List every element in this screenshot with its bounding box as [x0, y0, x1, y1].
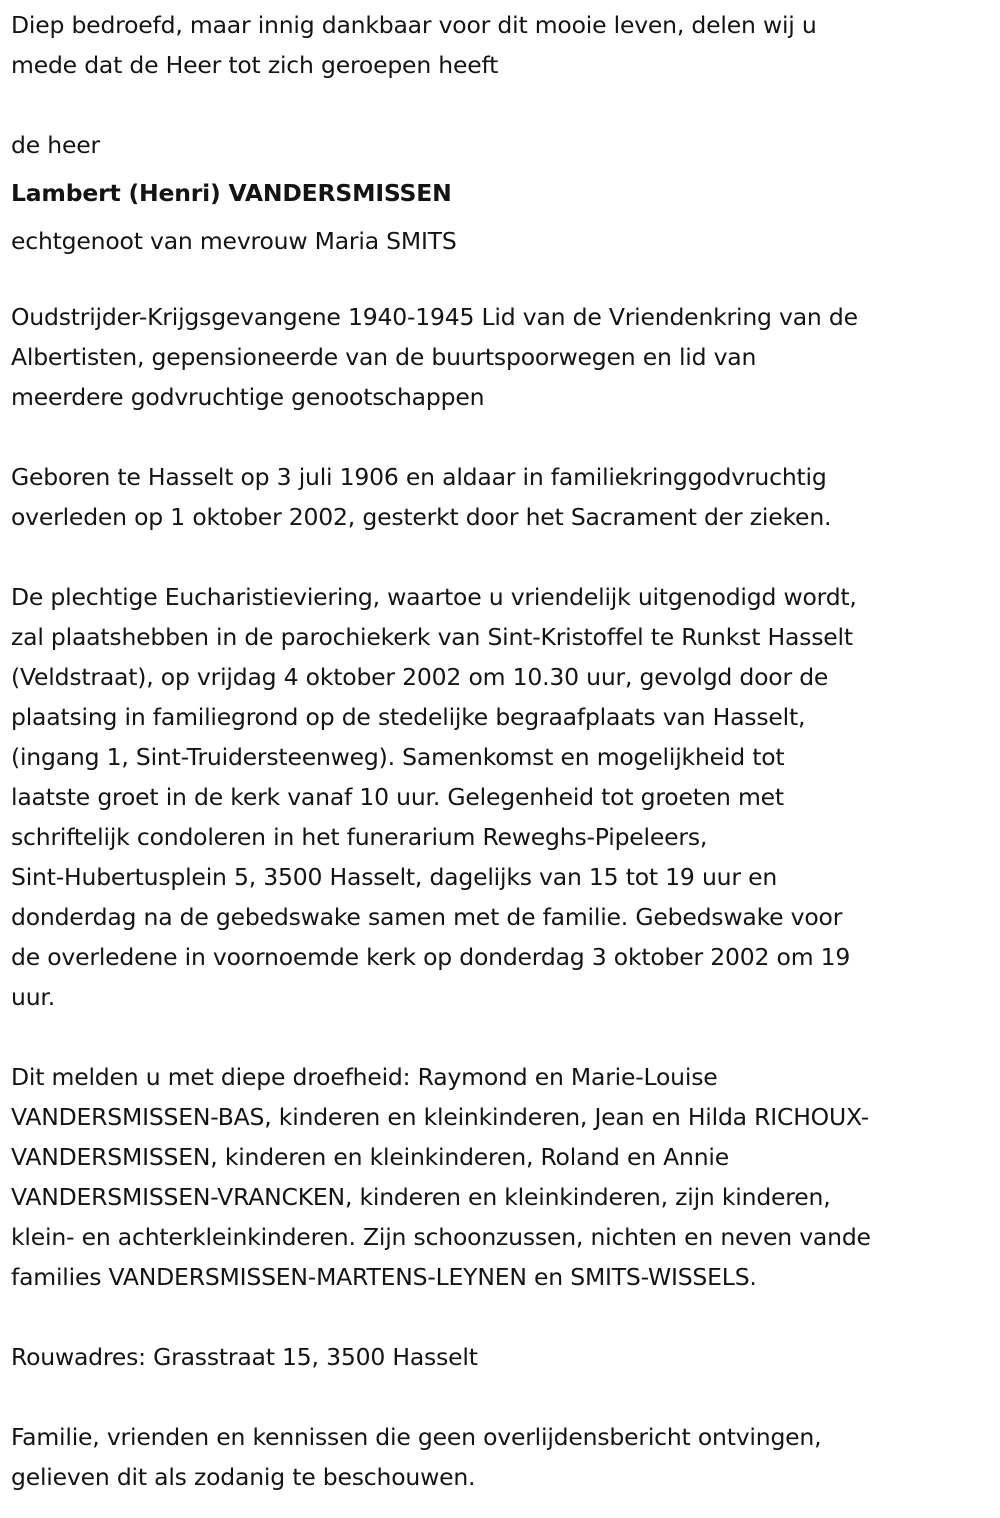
closing-paragraph: Familie, vrienden en kennissen die geen overlijdensbericht ontvingen, gelieven dit als zodanig te beschouwen.	[11, 1423, 822, 1491]
ceremony-paragraph: De plechtige Eucharistieviering, waartoe u vriendelijk uitgenodigd wordt, zal plaatshebben in de parochiekerk van Sint-Kristoffel te Runkst Hasselt (Veldstraat), op vrijdag 4 oktober 2002 om 10.30 uur, gevolgd door de plaatsing in familiegrond op de stedelijke begraafplaats van Hasselt, (ingang 1, Sint-Truidersteenweg). Samenkomst en mogelijkheid tot laatste groet in de kerk vanaf 10 uur. Gelegenheid tot groeten met schriftelijk condoleren in het funerarium Reweghs-Pipeleers, Sint-Hubertusplein 5, 3500 Hasselt, dagelijks van 15 tot 19 uur en donderdag na de gebedswake samen met de familie. Gebedswake voor de overledene in voornoemde kerk op donderdag 3 oktober 2002 om 19 uur.	[11, 583, 857, 1011]
address-paragraph: Rouwadres: Grasstraat 15, 3500 Hasselt	[11, 1343, 478, 1371]
title-prefix: de heer	[11, 131, 100, 159]
affiliations-paragraph: Oudstrijder-Krijgsgevangene 1940-1945 Lid van de Vriendenkring van de Albertisten, gepensioneerde van de buurtspoorwegen en lid van meerdere godvruchtige genootschappen	[11, 303, 858, 411]
deceased-name: Lambert (Henri) VANDERSMISSEN	[11, 179, 452, 207]
birth-death-paragraph: Geboren te Hasselt op 3 juli 1906 en aldaar in familiekringgodvruchtig overleden op 1 oktober 2002, gesterkt door het Sacrament der zieken.	[11, 463, 832, 531]
family-paragraph: Dit melden u met diepe droefheid: Raymond en Marie-Louise VANDERSMISSEN-BAS, kinderen en kleinkinderen, Jean en Hilda RICHOUX- VANDERSMISSEN, kinderen en kleinkinderen, Roland en Annie VANDERSMISSEN-VRANCKEN, kinderen en kleinkinderen, zijn kinderen, klein- en achterkleinkinderen. Zijn schoonzussen, nichten en neven vande families VANDERSMISSEN-MARTENS-LEYNEN en SMITS-WISSELS.	[11, 1063, 871, 1291]
spouse-line: echtgenoot van mevrouw Maria SMITS	[11, 227, 457, 255]
intro-paragraph: Diep bedroefd, maar innig dankbaar voor dit mooie leven, delen wij u mede dat de Heer tot zich geroepen heeft	[11, 11, 817, 79]
